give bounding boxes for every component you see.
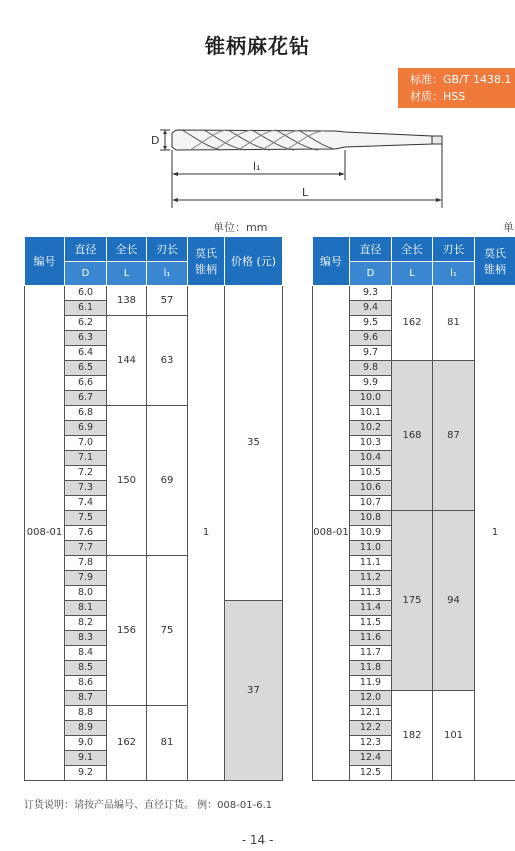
diameter-cell: 8.5 [65,661,107,676]
diameter-cell: 7.3 [65,481,107,496]
header-price: 价格 (元) [225,237,283,286]
diameter-cell: 7.7 [65,541,107,556]
product-code-cell: 008-01 [313,286,350,781]
material-label: 材质：HSS [410,90,466,103]
label-d: D [151,134,160,147]
flute-length-cell: 63 [147,316,188,406]
diameter-cell: 7.0 [65,436,107,451]
order-note: 订货说明：请按产品编号、直径订货。 例：008-01-6.1 [24,800,273,811]
diameter-cell: 9.9 [350,376,392,391]
diameter-cell: 7.5 [65,511,107,526]
diameter-cell: 12.4 [350,751,392,766]
diameter-cell: 7.9 [65,571,107,586]
header-total-length: 全长 [107,237,147,262]
diameter-cell: 10.8 [350,511,392,526]
diameter-cell: 12.5 [350,766,392,781]
header-total-length: 全长 [392,237,433,262]
header-diameter: 直径 [350,237,392,262]
total-length-cell: 138 [107,286,147,316]
flute-length-cell: 87 [433,361,475,511]
page-title: 锥柄麻花钻 [205,34,310,58]
drill-drawing [0,120,515,210]
diameter-cell: 9.0 [65,736,107,751]
header-flute-length: 刃长 [147,237,188,262]
diameter-cell: 12.0 [350,691,392,706]
flute-length-cell: 81 [433,286,475,361]
diameter-cell: 10.7 [350,496,392,511]
diameter-cell: 7.2 [65,466,107,481]
diameter-cell: 6.1 [65,301,107,316]
diameter-cell: 11.0 [350,541,392,556]
table-row [313,286,515,301]
flute-length-cell: 81 [147,706,188,781]
diameter-cell: 10.4 [350,451,392,466]
header-diameter: 直径 [65,237,107,262]
price-cell: 37 [225,601,283,781]
diameter-cell: 9.3 [350,286,392,301]
total-length-cell: 162 [392,286,433,361]
diameter-cell: 11.1 [350,556,392,571]
diameter-cell: 8.7 [65,691,107,706]
diameter-cell: 11.8 [350,661,392,676]
diameter-cell: 6.9 [65,421,107,436]
diameter-cell: 10.5 [350,466,392,481]
header-code: 编号 [313,237,350,286]
diameter-cell: 11.5 [350,616,392,631]
total-length-cell: 150 [107,406,147,556]
diameter-cell: 6.7 [65,391,107,406]
diameter-cell: 12.2 [350,721,392,736]
unit-label-left: 单位：mm [213,221,268,234]
header-sym-d: D [65,262,107,286]
diameter-cell: 7.4 [65,496,107,511]
total-length-cell: 182 [392,691,433,781]
diameter-cell: 6.8 [65,406,107,421]
diameter-cell: 11.3 [350,586,392,601]
diameter-cell: 8.3 [65,631,107,646]
diameter-cell: 11.7 [350,646,392,661]
diameter-cell: 10.1 [350,406,392,421]
label-l1: l₁ [253,160,261,173]
diameter-cell: 9.4 [350,301,392,316]
flute-length-cell: 101 [433,691,475,781]
diameter-cell: 9.5 [350,316,392,331]
page-number: - 14 - [241,833,274,847]
standard-label: 标准：GB/T 1438.1 [410,73,512,86]
diameter-cell: 10.0 [350,391,392,406]
diameter-cell: 6.5 [65,361,107,376]
header-sym-d: D [350,262,392,286]
diameter-cell: 10.2 [350,421,392,436]
total-length-cell: 175 [392,511,433,691]
flute-length-cell: 75 [147,556,188,706]
diameter-cell: 12.1 [350,706,392,721]
diameter-cell: 6.2 [65,316,107,331]
header-code: 编号 [25,237,65,286]
morse-taper-cell: 1 [188,286,225,781]
diameter-cell: 9.2 [65,766,107,781]
diameter-cell: 8.2 [65,616,107,631]
header-morse: 莫氏 锥柄 [188,237,225,286]
header-morse: 莫氏 锥柄 [475,237,515,286]
label-l: L [302,186,309,199]
header-sym-l: L [392,262,433,286]
spec-box [398,68,515,108]
diameter-cell: 6.4 [65,346,107,361]
flute-length-cell: 69 [147,406,188,556]
header-sym-l1: l₁ [433,262,475,286]
diameter-cell: 8.1 [65,601,107,616]
diameter-cell: 9.6 [350,331,392,346]
total-length-cell: 162 [107,706,147,781]
diameter-cell: 9.8 [350,361,392,376]
diameter-cell: 10.9 [350,526,392,541]
header-sym-l: L [107,262,147,286]
diameter-cell: 11.4 [350,601,392,616]
total-length-cell: 156 [107,556,147,706]
morse-taper-cell: 1 [475,286,515,781]
diameter-cell: 8.0 [65,586,107,601]
price-cell: 35 [225,286,283,601]
header-flute-length: 刃长 [433,237,475,262]
flute-length-cell: 94 [433,511,475,691]
diameter-cell: 6.0 [65,286,107,301]
product-code-cell: 008-01 [25,286,65,781]
diameter-cell: 10.6 [350,481,392,496]
diameter-cell: 9.7 [350,346,392,361]
diameter-cell: 11.9 [350,676,392,691]
spec-table-right [312,236,515,781]
diameter-cell: 7.1 [65,451,107,466]
diameter-cell: 8.4 [65,646,107,661]
diameter-cell: 6.3 [65,331,107,346]
diameter-cell: 11.2 [350,571,392,586]
table-row [25,286,283,301]
header-sym-l1: l₁ [147,262,188,286]
diameter-cell: 7.8 [65,556,107,571]
diameter-cell: 8.8 [65,706,107,721]
diameter-cell: 11.6 [350,631,392,646]
diameter-cell: 9.1 [65,751,107,766]
total-length-cell: 168 [392,361,433,511]
diameter-cell: 12.3 [350,736,392,751]
flute-length-cell: 57 [147,286,188,316]
total-length-cell: 144 [107,316,147,406]
diameter-cell: 7.6 [65,526,107,541]
diameter-cell: 8.6 [65,676,107,691]
diameter-cell: 6.6 [65,376,107,391]
spec-table-left [24,236,283,781]
unit-label-right: 单 [503,221,514,234]
diameter-cell: 8.9 [65,721,107,736]
diameter-cell: 10.3 [350,436,392,451]
